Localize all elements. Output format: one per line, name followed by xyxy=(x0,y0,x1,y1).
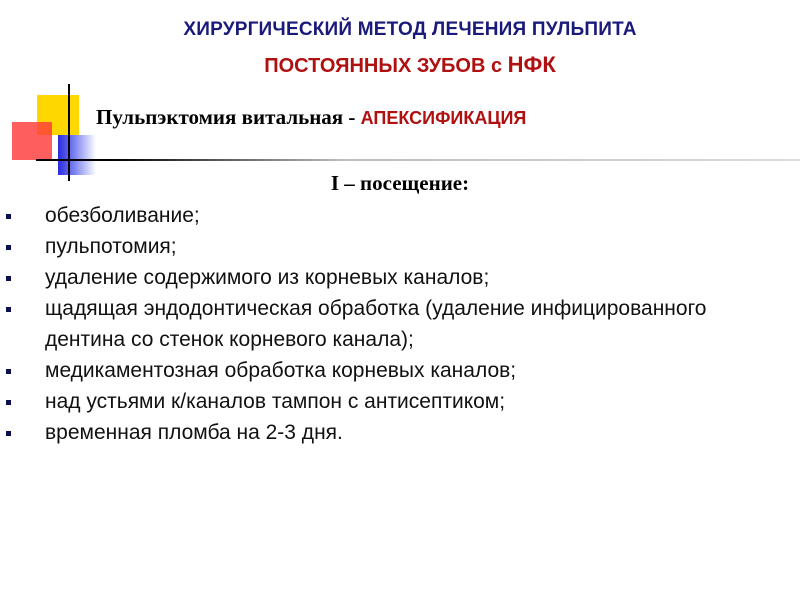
visit-heading: I – посещение: xyxy=(330,171,470,195)
slide-title-abbreviation: НФК xyxy=(507,52,556,77)
list-item-text: удаление содержимого из корневых каналов; xyxy=(45,266,490,289)
list-item-text: временная пломба на 2-3 дня. xyxy=(45,421,343,444)
slide-title-line-2 xyxy=(40,52,780,78)
list-item xyxy=(0,293,725,355)
square-bullet-icon xyxy=(6,245,11,250)
list-item xyxy=(0,200,725,231)
square-bullet-icon xyxy=(6,214,11,219)
subtitle-main: Пульпэктомия витальная xyxy=(96,105,344,129)
slide-subtitle xyxy=(96,105,526,130)
list-item-text: медикаментозная обработка корневых каналов; xyxy=(45,359,517,382)
square-bullet-icon xyxy=(6,276,11,281)
list-item xyxy=(0,386,725,417)
square-bullet-icon xyxy=(6,307,11,312)
slide-title-line-1: ХИРУРГИЧЕСКИЙ МЕТОД ЛЕЧЕНИЯ ПУЛЬПИТА xyxy=(183,19,637,40)
subtitle-separator: - xyxy=(348,105,356,129)
list-item-text: обезболивание; xyxy=(45,204,200,227)
vertical-divider-line xyxy=(68,84,70,181)
horizontal-divider-line xyxy=(36,159,800,161)
list-item xyxy=(0,355,725,386)
slide-title-line-2-main: ПОСТОЯННЫХ ЗУБОВ с xyxy=(264,55,503,77)
square-bullet-icon xyxy=(6,400,11,405)
blue-square-decoration xyxy=(58,135,96,175)
decorative-squares xyxy=(0,0,120,190)
square-bullet-icon xyxy=(6,431,11,436)
list-item-text: над устьями к/каналов тампон с антисептиком; xyxy=(45,390,506,413)
subtitle-accent: АПЕКСИФИКАЦИЯ xyxy=(360,108,527,128)
list-item-text: пульпотомия; xyxy=(45,235,177,258)
square-bullet-icon xyxy=(6,369,11,374)
list-item xyxy=(0,417,725,448)
list-item-text: щадящая эндодонтическая обработка (удаление инфицированного дентина со стенок корневого канала); xyxy=(45,297,707,351)
procedure-list xyxy=(0,200,725,448)
list-item xyxy=(0,262,725,293)
list-item xyxy=(0,231,725,262)
red-square-decoration xyxy=(12,122,52,160)
